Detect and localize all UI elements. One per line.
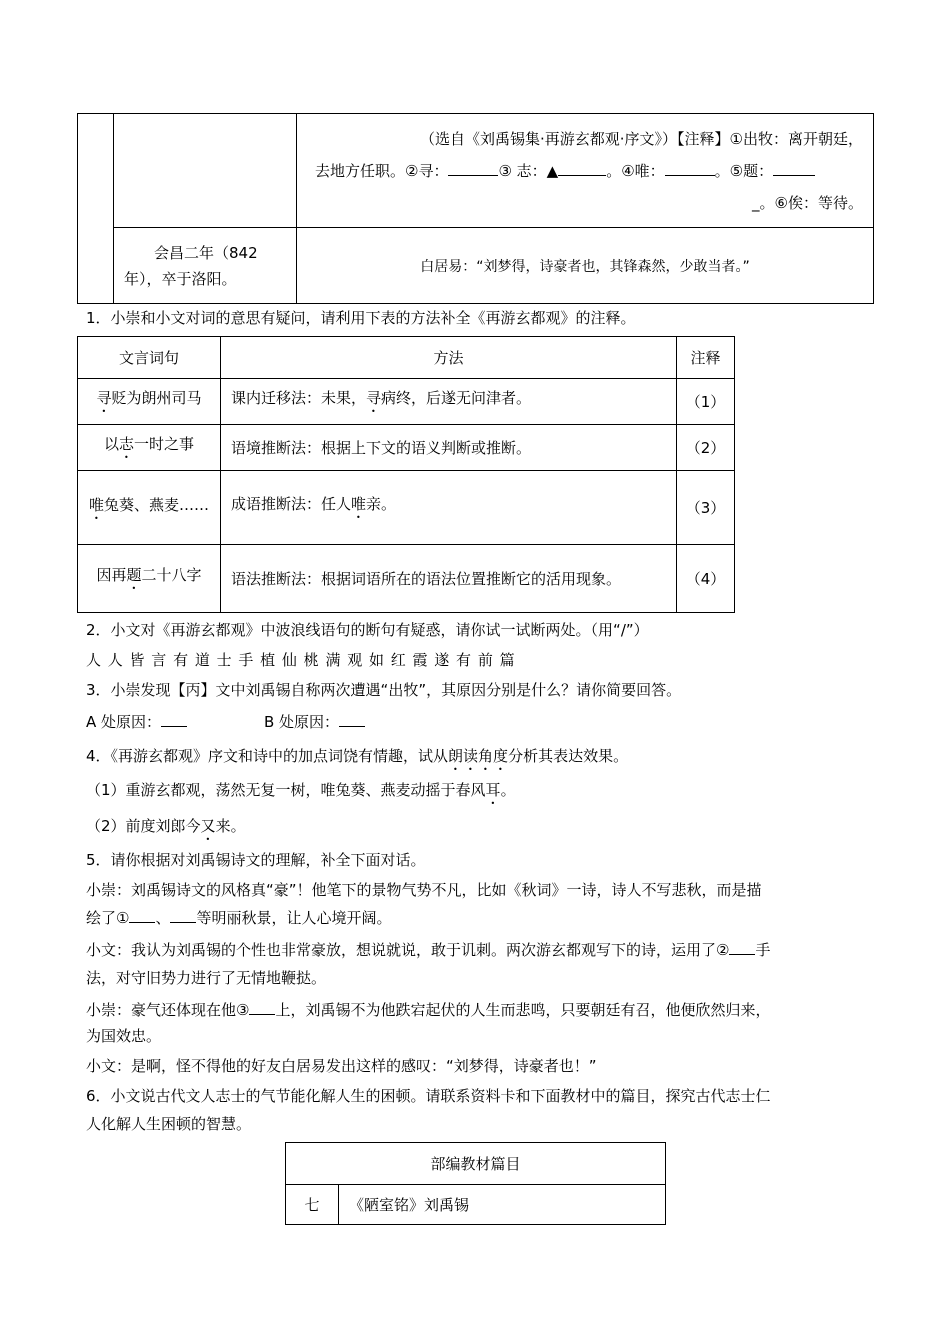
table-row: [78, 471, 735, 545]
dialogue-3-line-2: 为国效忠。: [86, 1027, 162, 1045]
textbook-list-table: [285, 1142, 666, 1225]
textbook-table-title: 部编教材篇目: [286, 1143, 666, 1185]
table-row: [78, 425, 735, 471]
answer-blank[interactable]: [729, 940, 755, 955]
answer-blank[interactable]: [170, 908, 196, 923]
table-row: [286, 1185, 666, 1225]
note-line-3: _。⑥俟：等待。: [752, 193, 863, 212]
question-6-line-2: 人化解人生困顿的智慧。: [86, 1115, 252, 1133]
method-cell: 语境推断法：根据上下文的语义判断或推断。: [221, 425, 677, 471]
method-cell: 课内迁移法：未果，寻病终，后遂无问津者。: [221, 379, 677, 425]
top-table-side-cell: [78, 114, 114, 304]
dialogue-1-line-1: 小崇：刘禹锡诗文的风格真“豪”！他笔下的景物气势不凡，比如《秋词》一诗，诗人不写悲秋，而是描: [86, 881, 762, 899]
answer-b-line: B 处原因：: [264, 710, 365, 734]
phrase-cell: 唯兔葵、燕麦……: [78, 471, 221, 545]
answer-a-line: A 处原因：: [86, 710, 187, 734]
table-row: [78, 545, 735, 613]
dialogue-2-line-1: 小文：我认为刘禹锡的个性也非常豪放，想说就说，敢于讥刺。两次游玄都观写下的诗，运用了② 手: [86, 941, 771, 959]
note-line-2: 去地方任职。②寻： ③ 志：▲ 。④唯： 。⑤题：: [315, 155, 863, 187]
note-answer-cell[interactable]: （1）: [677, 379, 735, 425]
answer-blank[interactable]: [249, 1000, 275, 1015]
dialogue-2-line-2: 法，对守旧势力进行了无情地鞭挞。: [86, 969, 327, 987]
question-2-text: 2．小文对《再游玄都观》中波浪线语句的断句有疑惑，请你试一试断两处。（用“/”）: [86, 621, 649, 639]
answer-blank[interactable]: [161, 712, 187, 727]
question-6-line-1: 6．小文说古代文人志士的气节能化解人生的困顿。请联系资料卡和下面教材中的篇目，探究古代志士仁: [86, 1087, 771, 1105]
question-4-text: 4．《再游玄都观》序文和诗中的加点词饶有情趣，试从朗读角度分析其表达效果。: [86, 747, 629, 765]
question-1-text: 1．小崇和小文对词的意思有疑问，请利用下表的方法补全《再游玄都观》的注释。: [86, 309, 636, 327]
phrase-cell: 因再题二十八字: [78, 545, 221, 613]
bai-juyi-quote-cell: 白居易：“刘梦得，诗豪者也，其锋森然，少敢当者。”: [297, 228, 874, 304]
annotation-method-table: [77, 336, 735, 613]
answer-blank[interactable]: [665, 161, 715, 176]
note-line-1: （选自《刘禹锡集·再游玄都观·序文》）【注释】①出牧：离开朝廷，: [420, 129, 863, 148]
note-answer-cell[interactable]: （3）: [677, 471, 735, 545]
top-table-note-cell: [297, 114, 874, 228]
note-answer-cell[interactable]: （4）: [677, 545, 735, 613]
phrase-cell: 寻贬为朗州司马: [78, 379, 221, 425]
top-table-empty-cell: [114, 114, 297, 228]
col-header-method: 方法: [221, 337, 677, 379]
dialogue-4: 小文：是啊，怪不得他的好友白居易发出这样的感叹：“刘梦得，诗豪者也！”: [86, 1057, 597, 1075]
answer-blank[interactable]: [339, 712, 365, 727]
answer-blank[interactable]: [558, 161, 606, 176]
col-header-note: 注释: [677, 337, 735, 379]
method-cell: 语法推断法：根据词语所在的语法位置推断它的活用现象。: [221, 545, 677, 613]
question-4-item-2: （2）前度刘郎今又来。: [86, 817, 246, 835]
death-year-cell: 会昌二年（842年），卒于洛阳。: [114, 228, 297, 304]
dialogue-1-line-2: 绘了① 、 等明丽秋景，让人心境开阔。: [86, 909, 392, 927]
chapter-number: 七: [286, 1185, 339, 1225]
method-cell: 成语推断法：任人唯亲。: [221, 471, 677, 545]
question-5-text: 5．请你根据对刘禹锡诗文的理解，补全下面对话。: [86, 851, 426, 869]
col-header-phrase: 文言词句: [78, 337, 221, 379]
question-4-item-1: （1）重游玄都观，荡然无复一树，唯兔葵、燕麦动摇于春风耳。: [86, 781, 516, 799]
table-row: [78, 379, 735, 425]
note-answer-cell[interactable]: （2）: [677, 425, 735, 471]
textbook-title: 《陋室铭》刘禹锡: [339, 1185, 666, 1225]
answer-blank[interactable]: [773, 161, 815, 176]
top-info-table: [77, 113, 874, 304]
dialogue-3-line-1: 小崇：豪气还体现在他③ 上，刘禹锡不为他跌宕起伏的人生而悲鸣，只要朝廷有召，他便欣然归来，: [86, 1001, 771, 1019]
answer-blank[interactable]: [448, 161, 498, 176]
punctuation-sentence[interactable]: 人 人 皆 言 有 道 士 手 植 仙 桃 满 观 如 红 霞 遂 有 前 篇: [86, 651, 516, 669]
question-3-text: 3．小崇发现【丙】文中刘禹锡自称两次遭遇“出牧”，其原因分别是什么？请你简要回答。: [86, 681, 682, 699]
phrase-cell: 以志一时之事: [78, 425, 221, 471]
answer-blank[interactable]: [129, 908, 155, 923]
